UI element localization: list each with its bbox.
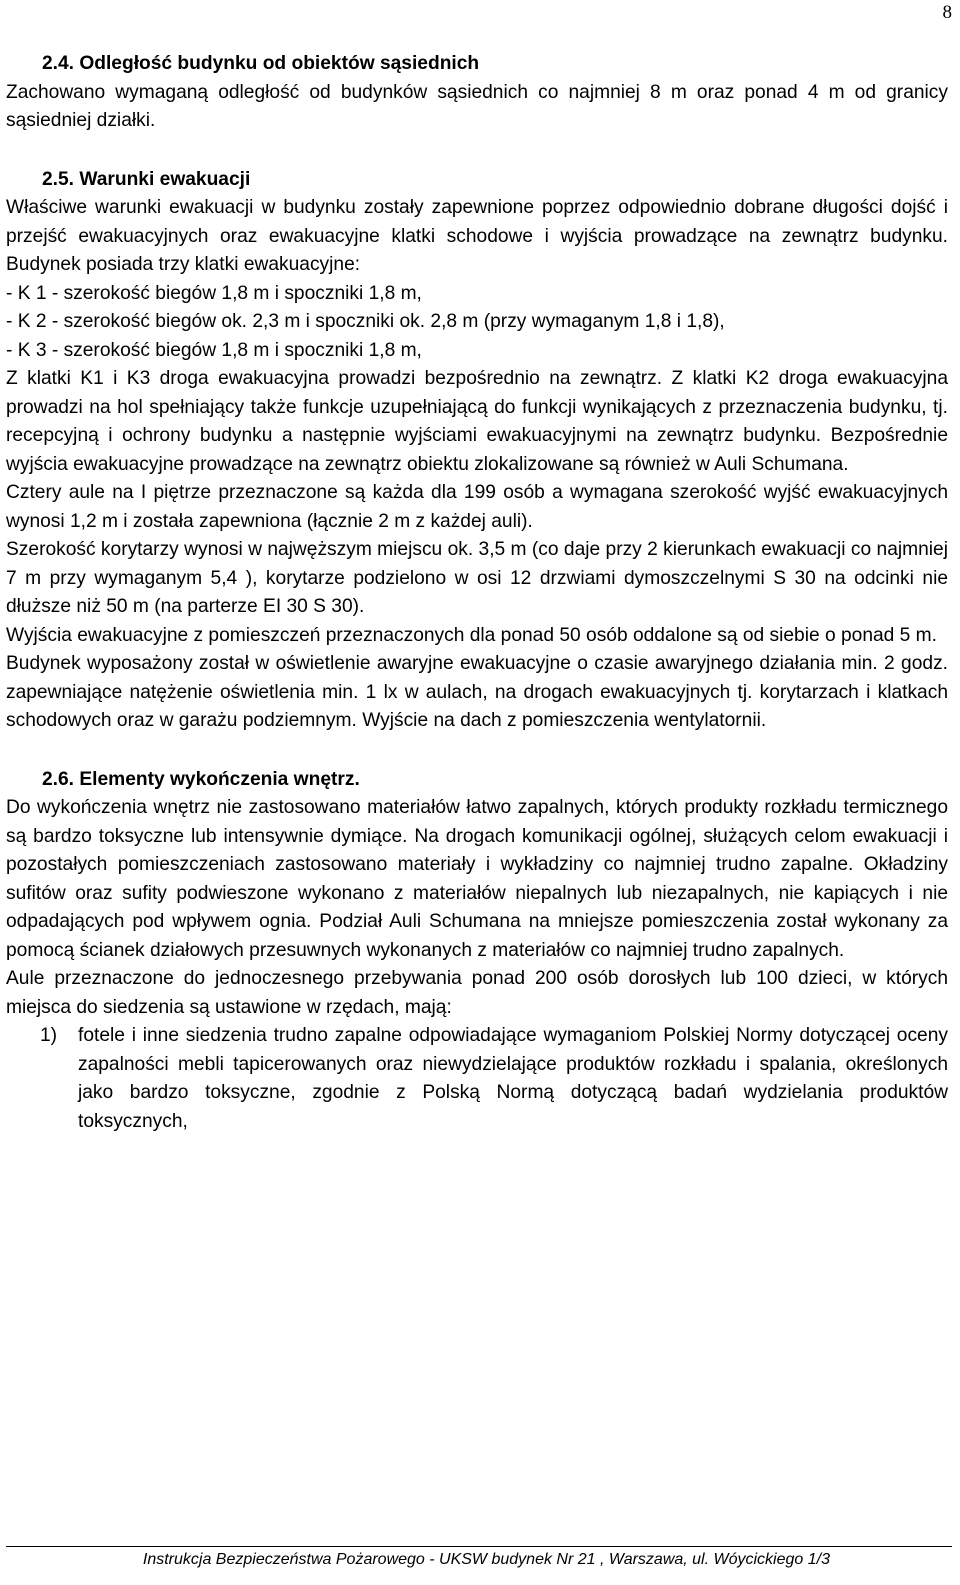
- section-heading-2-6: 2.6. Elementy wykończenia wnętrz.: [42, 768, 360, 790]
- document-body: [6, 50, 948, 1136]
- section-heading-2-4: 2.4. Odległość budynku od obiektów sąsiednich: [42, 53, 480, 74]
- list-item: [6, 1022, 948, 1136]
- stair-k1-item: - K 1 - szerokość biegów 1,8 m i spoczniki 1,8 m,: [6, 282, 422, 304]
- numbered-list: [6, 1022, 948, 1136]
- paragraph: Z klatki K1 i K3 droga ewakuacyjna prowadzi bezpośrednio na zewnątrz. Z klatki K2 droga ewakuacyjna prowadzi na hol spełniający także funkcje uzupełniającą do funkcji wynikających z przeznaczenia budynku, tj. recepcyjną i ochrony budynku a następnie wyjściami ewakuacyjnymi na zewnątrz budynku. Bezpośrednie wyjścia ewakuacyjne prowadzące na zewnątrz obiektu zlokalizowane są również w Auli Schumana.: [6, 368, 948, 475]
- paragraph: Do wykończenia wnętrz nie zastosowano materiałów łatwo zapalnych, których produkty rozkładu termicznego są bardzo toksyczne lub intensywnie dymiące. Na drogach komunikacji ogólnej, służących celom ewakuacji i pozostałych pomieszczeniach zastosowano materiały i wykładziny co najmniej trudno zapalne. Okładziny sufitów oraz sufity podwieszone wykonano z materiałów niepalnych lub niezapalnych, nie kapiących i nie odpadających pod wpływem ognia. Podział Auli Schumana na mniejsze pomieszczenia został wykonany za pomocą ścianek działowych przesuwnych wykonanych z materiałów co najmniej trudno zapalnych.: [6, 797, 948, 961]
- paragraph: Zachowano wymaganą odległość od budynków sąsiednich co najmniej 8 m oraz ponad 4 m od granicy sąsiedniej działki.: [6, 81, 948, 131]
- stair-k2-item: - K 2 - szerokość biegów ok. 2,3 m i spoczniki ok. 2,8 m (przy wymaganym 1,8 i 1,8),: [6, 311, 725, 332]
- list-item-number: 1): [40, 1025, 58, 1046]
- section-heading-2-5: 2.5. Warunki ewakuacji: [42, 168, 251, 190]
- paragraph: Wyjścia ewakuacyjne z pomieszczeń przeznaczonych dla ponad 50 osób oddalone są od siebie o ponad 5 m.: [6, 624, 937, 646]
- paragraph: Cztery aule na I piętrze przeznaczone są każda dla 199 osób a wymagana szerokość wyjść ewakuacyjnych wynosi 1,2 m i została zapewniona (łącznie 2 m z każdej auli).: [6, 482, 948, 532]
- list-item-text: fotele i inne siedzenia trudno zapalne odpowiadające wymaganiom Polskiej Normy dotyczącej oceny zapalności mebli tapicerowanych oraz niewydzielające produktów rozkładu i spalania, określonych jako bardzo toksyczne, zgodnie z Polską Normą dotyczącą badań wydzielania produktów toksycznych,: [78, 1025, 948, 1132]
- stair-k3-item: - K 3 - szerokość biegów 1,8 m i spoczniki 1,8 m,: [6, 339, 422, 361]
- paragraph: Szerokość korytarzy wynosi w najwęższym miejscu ok. 3,5 m (co daje przy 2 kierunkach ewakuacji co najmniej 7 m przy wymaganym 5,4 ), korytarze podzielono w osi 12 drzwiami dymoszczelnymi S 30 na odcinki nie dłuższe niż 50 m (na parterze EI 30 S 30).: [6, 539, 948, 617]
- footer-divider: [6, 1546, 952, 1547]
- page-footer: Instrukcja Bezpieczeństwa Pożarowego - UKSW budynek Nr 21 , Warszawa, ul. Wóycickiego 1/3: [142, 1551, 830, 1568]
- paragraph: Właściwe warunki ewakuacji w budynku zostały zapewnione poprzez odpowiednio dobrane długości dojść i przejść ewakuacyjnych oraz ewakuacyjne klatki schodowe i wyjścia prowadzące na zewnątrz budynku. Budynek posiada trzy klatki ewakuacyjne:: [6, 197, 948, 275]
- paragraph: Budynek wyposażony został w oświetlenie awaryjne ewakuacyjne o czasie awaryjnego działania min. 2 godz. zapewniające natężenie oświetlenia min. 1 lx w aulach, na drogach ewakuacyjnych tj. korytarzach i klatkach schodowych oraz w garażu podziemnym. Wyjście na dach z pomieszczenia wentylatornii.: [6, 653, 948, 731]
- paragraph: Aule przeznaczone do jednoczesnego przebywania ponad 200 osób dorosłych lub 100 dzieci, w których miejsca do siedzenia są ustawione w rzędach, mają:: [6, 968, 948, 1018]
- page-number: 8: [942, 2, 952, 23]
